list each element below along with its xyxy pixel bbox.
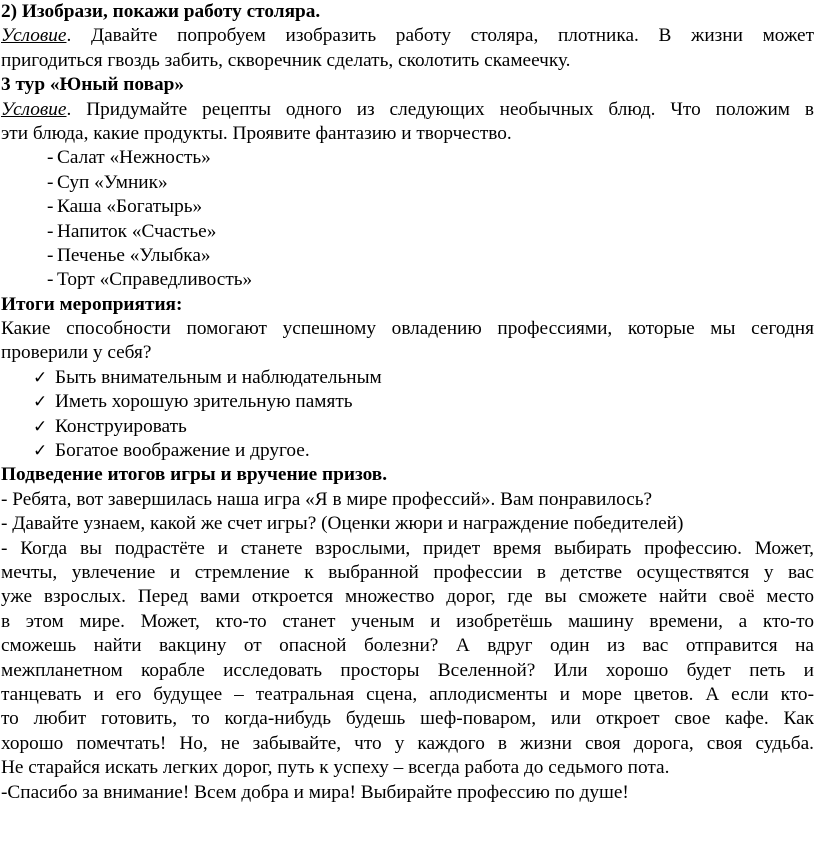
dish-list-item <box>1 244 814 268</box>
dish-name: Торт «Справедливость» <box>57 269 253 291</box>
summary-line: Не старайся искать легких дорог, путь к успеху – всегда работа до седьмого пота. <box>1 757 670 779</box>
summary-line: то любит готовить, то когда-нибудь будешь шеф-поваром, или откроет свое кафе. Как <box>1 708 814 730</box>
condition-label: Условие <box>1 98 67 120</box>
summary-line: в этом мире. Может, кто-то станет ученым и изобретёшь машину времени, а кто-то <box>1 610 814 632</box>
checkmark-icon: ✓ <box>33 392 48 413</box>
dish-name: Каша «Богатырь» <box>57 196 203 218</box>
dash-bullet: - <box>47 244 54 266</box>
results-question-line-1: Какие способности помогают успешному овладению профессиями, которые мы сегодня <box>1 318 814 340</box>
summary-line: - Когда вы подрастёте и станете взрослыми, придет время выбирать профессию. Может, <box>1 537 814 559</box>
dash-bullet: - <box>47 220 54 242</box>
ability-text: Богатое воображение и другое. <box>55 440 310 462</box>
summary-line: - Ребята, вот завершилась наша игра «Я в мире профессий». Вам понравилось? <box>1 488 653 510</box>
section-3-heading: 3 тур «Юный повар» <box>1 74 184 96</box>
section-3-condition-line-1 <box>1 98 814 122</box>
summary-line: межпланетном корабле исследовать просторы Вселенной? Или хорошо будет петь и <box>1 659 814 681</box>
dish-list-item <box>1 171 814 195</box>
condition-text: . Давайте попробуем изобразить работу столяра, плотника. В жизни может <box>66 25 814 47</box>
checkmark-icon: ✓ <box>33 416 48 437</box>
results-question-line-2: проверили у себя? <box>1 342 152 364</box>
ability-text: Конструировать <box>55 415 187 437</box>
dish-name: Салат «Нежность» <box>57 147 211 169</box>
ability-text: Быть внимательным и наблюдательным <box>55 366 382 388</box>
ability-list-item <box>1 439 814 463</box>
dish-name: Суп «Умник» <box>57 171 168 193</box>
checkmark-icon: ✓ <box>33 441 48 462</box>
section-2-heading: 2) Изобрази, покажи работу столяра. <box>1 1 321 22</box>
dish-list-item <box>1 146 814 170</box>
ability-list-item <box>1 366 814 390</box>
ability-text: Иметь хорошую зрительную память <box>55 391 353 413</box>
condition-text: . Придумайте рецепты одного из следующих необычных блюд. Что положим в <box>66 98 814 120</box>
summary-line: сможешь найти вакцину от опасной болезни? А вдруг один из вас отправится на <box>1 635 814 657</box>
dish-list-item <box>1 195 814 219</box>
summary-heading: Подведение итогов игры и вручение призов. <box>1 464 388 486</box>
results-heading: Итоги мероприятия: <box>1 293 183 315</box>
summary-line: хорошо помечтать! Но, не забывайте, что у каждого в жизни своя дорога, своя судьба. <box>1 732 814 754</box>
ability-list-item <box>1 390 814 414</box>
summary-line: уже взрослых. Перед вами откроется множество дорог, где вы сможете найти своё место <box>1 586 814 608</box>
dish-list-item <box>1 268 814 292</box>
condition-label: Условие <box>1 25 67 47</box>
summary-line: - Давайте узнаем, какой же счет игры? (Оценки жюри и награждение победителей) <box>1 513 684 535</box>
dish-name: Напиток «Счастье» <box>57 220 217 242</box>
section-2-condition-line-2: пригодиться гвоздь забить, скворечник сделать, сколотить скамеечку. <box>1 49 571 71</box>
dash-bullet: - <box>47 196 54 218</box>
dish-list-item <box>1 220 814 244</box>
summary-line: -Спасибо за внимание! Всем добра и мира! Выбирайте профессию по душе! <box>1 781 629 803</box>
dash-bullet: - <box>47 147 54 169</box>
section-2-condition-line-1 <box>1 24 814 48</box>
section-3-condition-line-2: эти блюда, какие продукты. Проявите фантазию и творчество. <box>1 122 512 144</box>
checkmark-icon: ✓ <box>33 367 48 388</box>
dash-bullet: - <box>47 171 54 193</box>
document-page <box>1 0 814 805</box>
dash-bullet: - <box>47 269 54 291</box>
summary-line: танцевать и его будущее – театральная сцена, аплодисменты и море цветов. А если кто- <box>1 683 814 705</box>
summary-line: мечты, увлечение и стремление к выбранной профессии в детстве осуществятся у вас <box>1 561 814 583</box>
ability-list-item <box>1 415 814 439</box>
dish-name: Печенье «Улыбка» <box>57 244 211 266</box>
